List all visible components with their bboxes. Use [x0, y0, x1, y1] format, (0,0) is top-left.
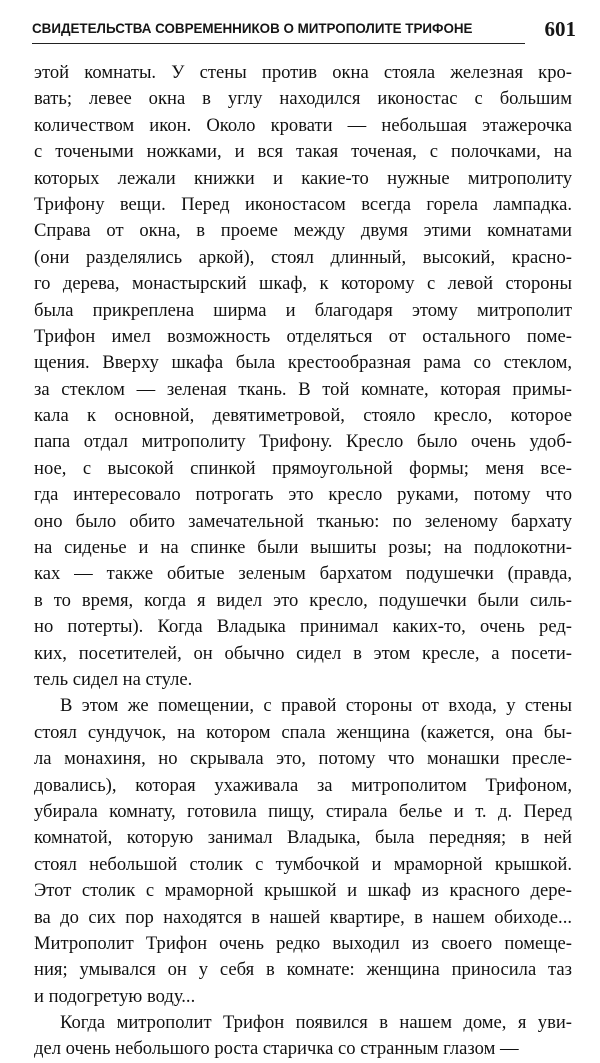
text-line: количеством икон. Около кровати — небольшая этажерочка	[34, 114, 572, 136]
page-number: 601	[544, 17, 576, 41]
text-line: этой комнаты. У стены против окна стояла железная кро-	[34, 62, 572, 83]
text-line: дел очень небольшого роста старичка со странным глазом —	[34, 1038, 519, 1060]
text-line: щения. Вверху шкафа была крестообразная рама со стеклом,	[34, 352, 572, 374]
text-line: папа отдал митрополиту Трифону. Кресло было очень удоб-	[34, 431, 572, 453]
text-line: ла монахиня, но скрывала это, потому что монашки пресле-	[34, 748, 572, 770]
text-line: вать; левее окна в углу находился иконостас с большим	[34, 88, 572, 110]
text-line: которых лежали книжки и какие-то нужные митрополиту	[34, 167, 572, 189]
text-line: ва до сих пор находятся в нашей квартире, в нашем обиходе...	[34, 906, 572, 928]
text-line: Справа от окна, в проеме между двумя этими комнатами	[34, 220, 572, 242]
paragraph	[34, 60, 572, 693]
text-line: ное, с высокой спинкой прямоугольной формы; меня все-	[34, 457, 572, 479]
text-line: Митрополит Трифон очень редко выходил из своего помеще-	[34, 932, 572, 954]
text-line: оно было обито замечательной тканью: по зеленому бархату	[34, 510, 572, 532]
text-line: го дерева, монастырский шкаф, к которому с левой стороны	[34, 273, 572, 295]
text-line: в то время, когда я видел это кресло, подушечки были силь-	[34, 589, 572, 611]
text-line: В этом же помещении, с правой стороны от входа, у стены	[60, 695, 572, 717]
text-line: ких, посетителей, он обычно сидел в этом кресле, а посети-	[34, 642, 572, 664]
text-line: Когда митрополит Трифон появился в нашем доме, я уви-	[60, 1012, 572, 1034]
text-line: с точеными ножками, и вся такая точеная, с полочками, на	[34, 141, 572, 163]
text-line: Этот столик с мраморной крышкой и шкаф из красного дере-	[34, 880, 572, 902]
text-line: но потерты). Когда Владыка принимал каких-то, очень ред-	[34, 616, 572, 638]
text-line: довались), которая ухаживала за митрополитом Трифоном,	[34, 774, 572, 796]
text-line: ках — также обитые зеленым бархатом подушечки (правда,	[34, 563, 572, 585]
running-title: СВИДЕТЕЛЬСТВА СОВРЕМЕННИКОВ О МИТРОПОЛИТЕ ТРИФОНЕ	[32, 21, 473, 36]
text-line: за стеклом — зеленая ткань. В той комнате, которая примы-	[34, 378, 572, 400]
text-line: Трифону вещи. Перед иконостасом всегда горела лампадка.	[34, 193, 572, 215]
text-line: ния; умывался он у себя в комнате: женщина приносила таз	[34, 959, 572, 981]
text-line: убирала комнату, готовила пищу, стирала белье и т. д. Перед	[34, 800, 572, 822]
text-line: кала к основной, девятиметровой, стояло кресло, которое	[34, 405, 572, 427]
body-text	[34, 60, 572, 1063]
text-line: тель сидел на стуле.	[34, 668, 193, 690]
text-line: Трифон имел возможность отделяться от остального поме-	[34, 325, 572, 347]
text-line: была прикреплена ширма и благодаря этому митрополит	[34, 299, 572, 321]
text-line: (они разделялись аркой), стоял длинный, высокий, красно-	[34, 246, 572, 268]
text-line: комнатой, которую занимал Владыка, была передняя; в ней	[34, 827, 572, 849]
text-line: на сиденье и на спинке были вышиты розы; на подлокотни-	[34, 537, 572, 559]
text-line: гда интересовало потрогать это кресло руками, потому что	[34, 484, 572, 506]
running-head	[32, 19, 576, 43]
header-rule	[32, 43, 525, 44]
text-line: стоял сундучок, на котором спала женщина (кажется, она бы-	[34, 721, 572, 743]
paragraph	[34, 1010, 572, 1063]
text-line: и подогретую воду...	[34, 985, 196, 1007]
text-line: стоял небольшой столик с тумбочкой и мраморной крышкой.	[34, 853, 572, 875]
